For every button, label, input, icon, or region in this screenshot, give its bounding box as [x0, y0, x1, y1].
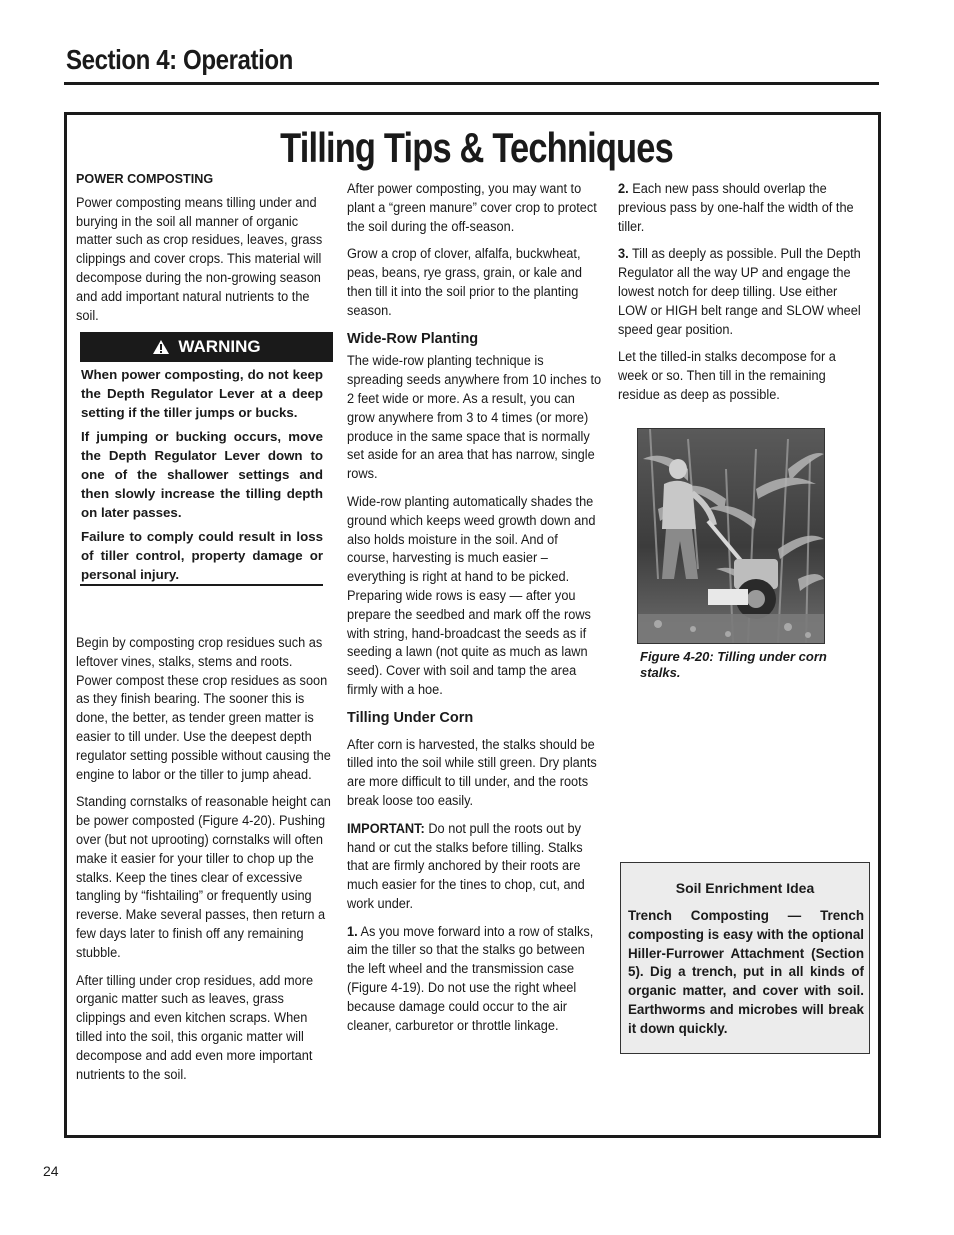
step-paragraph [347, 923, 602, 1036]
warning-body [81, 366, 323, 591]
header-rule [64, 82, 879, 85]
body-paragraph [347, 180, 602, 236]
warning-paragraph: Failure to comply could result in loss of tiller control, property damage or personal injury. [81, 529, 323, 582]
column-3 [618, 180, 868, 414]
step-paragraph-text [618, 180, 868, 236]
body-paragraph [76, 972, 332, 1085]
body-paragraph [618, 348, 868, 404]
body-paragraph-text: The wide-row planting technique is spreading seeds anywhere from 10 inches to 2 feet wide or more. As a result, you can grow anywhere from 3 to 4 times (or more) produce in the same space that is normally set aside for an area that has narrow, single rows. [347, 353, 602, 483]
step-text: Each new pass should overlap the previous pass by one-half the width of the tiller. [618, 181, 854, 235]
step-number: 2. [618, 181, 629, 197]
tip-box-title: Soil Enrichment Idea [675, 880, 815, 896]
body-paragraph [347, 245, 602, 320]
tilling-corn-heading: Tilling Under Corn [347, 709, 474, 726]
body-paragraph [76, 793, 332, 962]
column-1 [76, 170, 332, 334]
step-paragraph [618, 245, 868, 339]
body-paragraph-text: Begin by composting crop residues such as leftover vines, stalks, stems and roots. Power compost these crop residues as soon as they finish bearing. The sooner this is done, the better, as tender green matter is easier to till under. Use the deepest depth regulator setting possible without causing the engine to labor or the tiller to jump ahead. [76, 635, 331, 783]
page-title-text: Tilling Tips & Techniques [280, 124, 674, 171]
body-paragraph-text: After corn is harvested, the stalks should be tilled into the soil while still green. Dry plants are more difficult to till under, and the roots break loose too easily. [347, 736, 597, 809]
warning-paragraph: When power composting, do not keep the Depth Regulator Lever at a deep setting if the tiller jumps or bucks. [81, 367, 323, 420]
body-paragraph-text: Wide-row planting automatically shades the ground which keeps weed growth down and also holds moisture in the soil. And of course, harvesting is much easier – everything is right at hand to be picked. Preparing wide rows is easy — after you prepare the seedbed and mark off the rows with string, hand-broadcast the seeds as if seeding a lawn (not quite as much as lawn seed). Cover with soil and tamp the area firmly with a hoe. [347, 493, 596, 698]
soil-enrichment-box [620, 862, 870, 1054]
power-composting-intro [76, 194, 332, 326]
step-text: As you move forward into a row of stalks, aim the tiller so that the stalks go between the left wheel and the transmission case (Figure 4-19). Do not use the right wheel because damage could occur to the air cleaner, carburetor or throttle linkage. [347, 923, 594, 1034]
body-paragraph-text: Standing cornstalks of reasonable height can be power composted (Figure 4-20). Pushing over (but not uprooting) cornstalks will often make it easier for your tiller to chop up the stalks. Keep the tines clear of excessive tangling by “fishtailing” or frequently using reverse. Make several passes, then return a few days later to finish off any remaining stubble. [76, 794, 331, 961]
step-text: Till as deeply as possible. Pull the Depth Regulator all the way UP and engage the lowest notch for deep tilling. Use either LOW or HIGH belt range and SLOW wheel speed gear position. [618, 246, 861, 338]
body-paragraph [347, 352, 602, 484]
power-composting-heading: POWER COMPOSTING [76, 172, 214, 186]
important-label: IMPORTANT: [347, 820, 425, 837]
body-paragraph [347, 493, 602, 700]
body-paragraph-text: After power composting, you may want to plant a “green manure” cover crop to protect the soil during the off-season. [347, 181, 597, 235]
column-1-continued [76, 634, 332, 1093]
important-paragraph [347, 820, 602, 914]
column-2 [347, 180, 602, 1044]
warning-label: WARNING [178, 337, 261, 356]
tip-box-body: Trench Composting — Trench composting is easy with the optional Hiller-Furrower Attachment (Section 5). Dig a trench, put in all kinds of organic matter, and cover with soil. Earthworms and microbes will break it down quickly. [628, 908, 864, 1036]
figure-caption: Figure 4-20: Tilling under corn stalks. [640, 649, 827, 680]
step-number: 1. [347, 923, 358, 940]
important-text: Do not pull the roots out by hand or cut the stalks before tilling. Stalks that are firmly anchored by their roots are much easier for the tines to chop, cut, and work under. [347, 820, 585, 912]
body-paragraph-text: Grow a crop of clover, alfalfa, buckwheat, peas, beans, rye grass, grain, or kale and then till it into the soil prior to the planting season. [347, 246, 582, 319]
page-title [0, 124, 954, 172]
section-header: Section 4: Operation [66, 44, 293, 75]
body-paragraph [347, 736, 602, 811]
warning-header [80, 332, 333, 362]
wide-row-heading: Wide-Row Planting [347, 330, 479, 347]
corn-tilling-illustration [638, 429, 824, 643]
important-paragraph-text [347, 820, 602, 914]
warning-triangle-icon [152, 339, 170, 355]
body-paragraph-text: After tilling under crop residues, add more organic matter such as leaves, grass clippings and even kitchen scraps. When tilled into the soil, this organic matter will decompose and add even more important nutrients to the soil. [76, 972, 314, 1083]
corn-tilling-photo [637, 428, 825, 644]
step-paragraph-text [618, 245, 868, 339]
step-paragraph-text [347, 923, 602, 1036]
step-paragraph [618, 180, 868, 236]
power-composting-intro-text: Power composting means tilling under and burying in the soil all manner of organic matter such as crop residues, leaves, grass clippings and cover crops. This material will decompose during the non-growing season and add important natural nutrients to the soil. [76, 194, 323, 324]
warning-paragraph: If jumping or bucking occurs, move the Depth Regulator Lever down to one of the shallower settings and then slowly increase the tilling depth on later passes. [81, 429, 323, 520]
body-paragraph [76, 634, 332, 784]
page-number: 24 [43, 1163, 59, 1179]
step-number: 3. [618, 246, 629, 263]
body-paragraph-text: Let the tilled-in stalks decompose for a week or so. Then till in the remaining residue as deep as possible. [618, 349, 836, 403]
warning-rule [80, 584, 323, 586]
